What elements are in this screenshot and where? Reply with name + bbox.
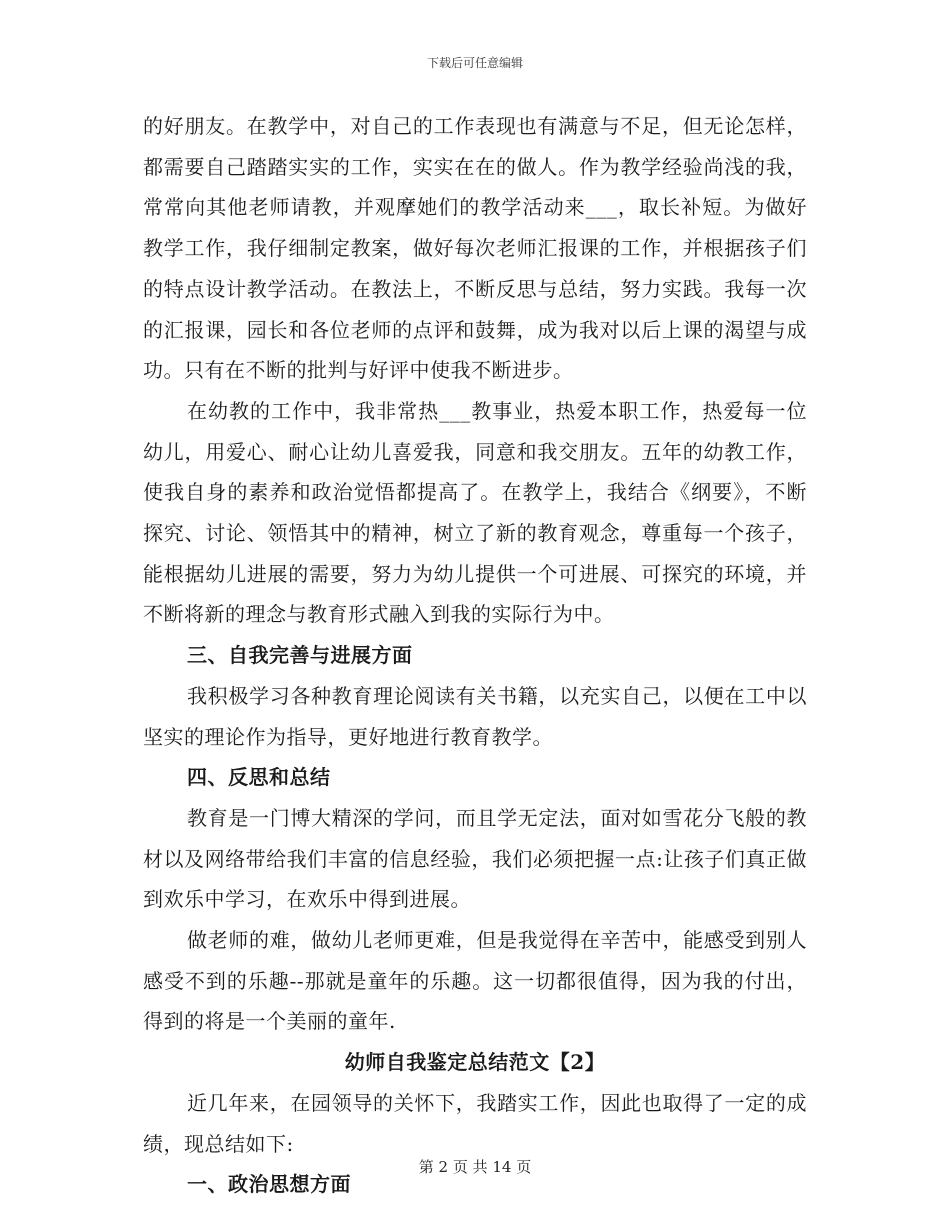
paragraph: 近几年来，在园领导的关怀下，我踏实工作，因此也取得了一定的成绩，现总结如下: <box>143 1090 807 1156</box>
section-heading: 一、政治思想方面 <box>187 1172 351 1197</box>
page-footer: 第 2 页 共 14 页 <box>418 1158 532 1176</box>
paragraph: 我积极学习各种教育理论阅读有关书籍，以充实自己，以便在工中以坚实的理论作为指导，更好地进行教育教学。 <box>143 683 807 749</box>
paragraph: 在幼教的工作中，我非常热___教事业，热爱本职工作，热爱每一位幼儿，用爱心、耐心让幼儿喜爱我，同意和我交朋友。五年的幼教工作，使我自身的素养和政治觉悟都提高了。在教学上，我结合《纲要》，不断探究、讨论、领悟其中的精神，树立了新的教育观念，尊重每一个孩子，能根据幼儿进展的需要，努力为幼儿提供一个可进展、可探究的环境，并不断将新的理念与教育形式融入到我的实际行为中。 <box>143 398 807 627</box>
paragraph-continued: 的好朋友。在教学中，对自己的工作表现也有满意与不足，但无论怎样，都需要自己踏踏实实的工作，实实在在的做人。作为教学经验尚浅的我，常常向其他老师请教，并观摩她们的教学活动来___，取长补短。为做好教学工作，我仔细制定教案，做好每次老师汇报课的工作，并根据孩子们的特点设计教学活动。在教法上，不断反思与总结，努力实践。我每一次的汇报课，园长和各位老师的点评和鼓舞，成为我对以后上课的渴望与成功。只有在不断的批判与好评中使我不断进步。 <box>143 114 807 383</box>
document-body <box>143 106 807 1205</box>
article-title: 幼师自我鉴定总结范文【2】 <box>344 1050 606 1075</box>
page-header: 下载后可任意编辑 <box>426 56 523 70</box>
section-heading: 四、反思和总结 <box>187 765 331 790</box>
paragraph: 教育是一门博大精深的学问，而且学无定法，面对如雪花分飞般的教材以及网络带给我们丰富的信息经验，我们必须把握一点:让孩子们真正做到欢乐中学习，在欢乐中得到进展。 <box>143 805 807 912</box>
section-heading: 三、自我完善与进展方面 <box>187 643 413 668</box>
paragraph: 做老师的难，做幼儿老师更难，但是我觉得在辛苦中，能感受到别人感受不到的乐趣--那就是童年的乐趣。这一切都很值得，因为我的付出，得到的将是一个美丽的童年. <box>143 928 807 1034</box>
